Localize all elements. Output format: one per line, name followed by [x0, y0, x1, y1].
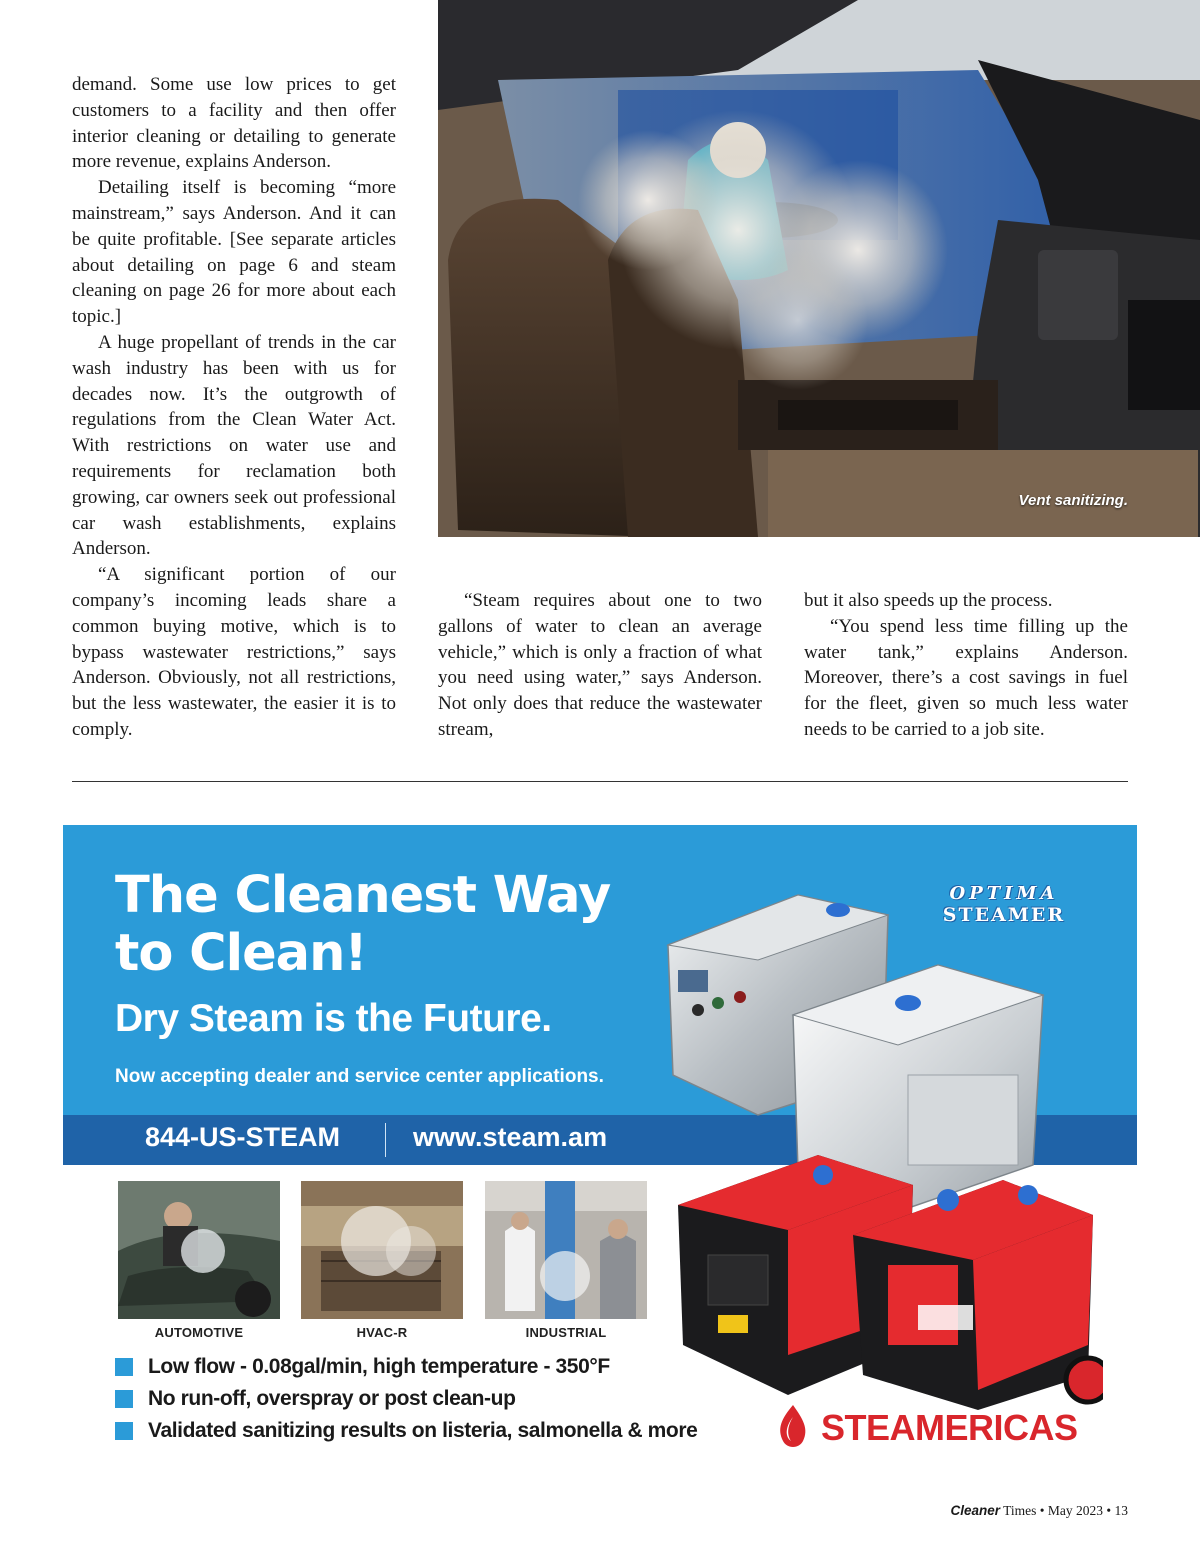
article-column-3: [804, 588, 1128, 743]
section-divider: [72, 781, 1128, 782]
publication-name-rest: Times: [1003, 1503, 1037, 1518]
article-paragraph: demand. Some use low prices to get customers to a facility and then offer interior cleaning or detailing to generate more revenue, explains Anderson.: [72, 74, 396, 173]
article-paragraph: “Steam requires about one to two gallons of water to clean an average vehicle,” which is only a fraction of what you need using water,” says Anderson. Not only does that reduce the wastewater stream,: [438, 590, 762, 740]
contact-divider: [385, 1123, 386, 1157]
ad-dealer-text: Now accepting dealer and service center applications.: [115, 1066, 604, 1087]
company-name: STEAMERICAS: [821, 1407, 1078, 1448]
photo-caption: Vent sanitizing.: [1018, 492, 1128, 509]
article-column-2: [438, 588, 762, 743]
ad-phone-number[interactable]: 844-US-STEAM: [145, 1122, 341, 1152]
hvac-r-photo: [301, 1181, 463, 1319]
page-number: 13: [1114, 1503, 1128, 1518]
feature-text: Validated sanitizing results on listeria, salmonella & more: [148, 1419, 698, 1442]
publication-name: Cleaner: [950, 1503, 1000, 1518]
thumbnail-label-industrial: INDUSTRIAL: [525, 1325, 607, 1340]
thumbnail-label-hvac-r: HVAC-R: [356, 1325, 408, 1340]
bullet-square-icon: [115, 1390, 133, 1408]
vent-sanitizing-photo: [438, 0, 1200, 537]
steamer-machines-image: [648, 875, 1103, 1410]
article-column-1: [72, 72, 396, 743]
article-paragraph: A huge propellant of trends in the car wash industry has been with us for decades now. It’s the outgrowth of regulations from the Clean Water Act. With restrictions on water use and requirements for reclamation both growing, car owners seek out professional car wash establishments, explains Anderson.: [72, 331, 396, 560]
feature-text: No run-off, overspray or post clean-up: [148, 1387, 516, 1410]
brand-line-steamer: STEAMER: [942, 904, 1066, 926]
article-paragraph: but it also speeds up the process.: [804, 590, 1053, 611]
feature-item: [115, 1351, 697, 1383]
page-footer: [950, 1503, 1128, 1519]
thumbnail-label-automotive: AUTOMOTIVE: [154, 1325, 244, 1340]
ad-headline: The Cleanest Way to Clean!: [115, 866, 611, 983]
footer-separator: •: [1106, 1503, 1112, 1518]
feature-item: [115, 1383, 697, 1415]
feature-list: [115, 1351, 697, 1447]
article-paragraph: Detailing itself is becoming “more mainstream,” says Anderson. And it can be quite profitable. [See separate articles about detailing on page 6 and steam cleaning on page 26 for more about each topic.]: [72, 177, 396, 328]
ad-subheadline: Dry Steam is the Future.: [115, 997, 552, 1040]
issue-date: May 2023: [1047, 1503, 1104, 1518]
article-paragraph: “A significant portion of our company’s incoming leads share a common buying motive, which is to bypass wastewater restrictions,” says Anderson. Obviously, not all restrictions, but the less wastewater, the easier it is to comply.: [72, 564, 396, 740]
feature-item: [115, 1415, 697, 1447]
feature-text: Low flow - 0.08gal/min, high temperature - 350°F: [148, 1355, 610, 1378]
bullet-square-icon: [115, 1422, 133, 1440]
steamericas-advertisement[interactable]: [63, 825, 1137, 1465]
article-paragraph: “You spend less time filling up the water tank,” explains Anderson. Moreover, there’s a cost savings in fuel for the fleet, given so much less water needs to be carried to a job site.: [804, 615, 1128, 740]
industrial-photo: [485, 1181, 647, 1319]
bullet-square-icon: [115, 1358, 133, 1376]
brand-line-optima: OPTIMA: [949, 883, 1059, 904]
ad-website-link[interactable]: www.steam.am: [413, 1122, 608, 1152]
footer-separator: •: [1039, 1503, 1045, 1518]
flame-icon: [773, 1403, 813, 1453]
automotive-photo: [118, 1181, 280, 1319]
